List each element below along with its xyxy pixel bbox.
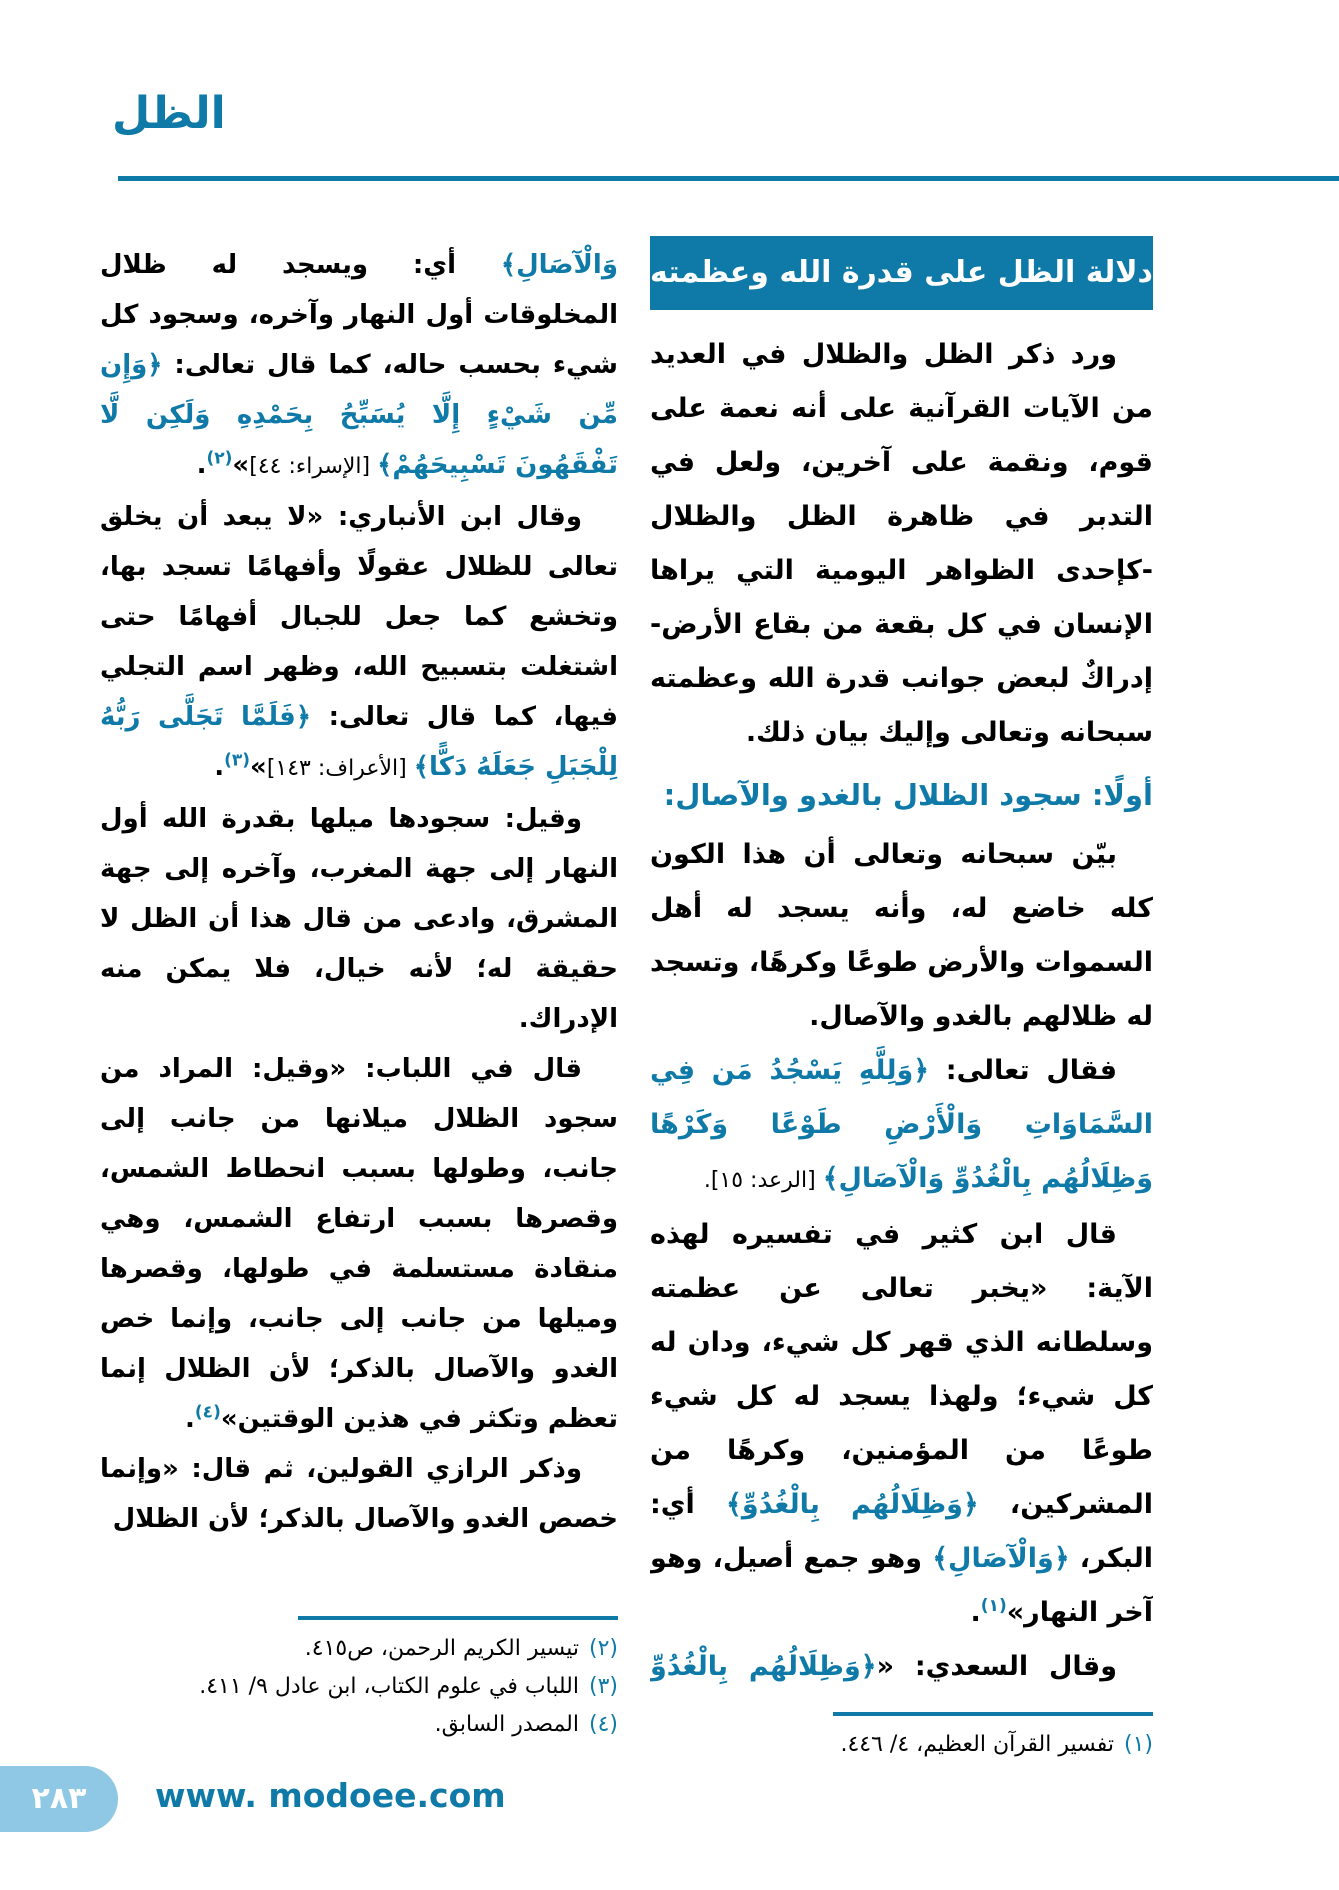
quran-verse: ﴿فَلَمَّا تَجَلَّى رَبُّهُ لِلْجَبَلِ جَعَلَهُ دَكًّا﴾: [100, 702, 618, 782]
paragraph: [650, 828, 1153, 1044]
quran-verse: ﴿وَظِلَالُهُم بِالْغُدُوِّ: [650, 1651, 877, 1682]
footnote-text: تفسير القرآن العظيم، ٤/ ٤٤٦.: [840, 1732, 1114, 1757]
left-footnote-list: [100, 1630, 618, 1744]
body-text: .: [214, 752, 225, 782]
paragraph: [650, 1044, 1153, 1208]
verse-reference: [الرعد: ١٥].: [703, 1168, 823, 1193]
left-column: [100, 240, 618, 1612]
right-column: [650, 236, 1153, 1706]
footnote: [100, 1630, 618, 1668]
body-text: وهو جمع أصيل، وهو آخر النهار»: [650, 1543, 1153, 1628]
body-text: .: [196, 450, 207, 480]
verse-reference: [الأعراف: ١٤٣]: [266, 756, 414, 781]
footnote-marker: (٣): [224, 750, 251, 771]
right-column-paragraphs: [650, 328, 1153, 1694]
page-number-badge: ٢٨٣: [0, 1766, 118, 1832]
footnote-text: تيسير الكريم الرحمن، ص٤١٥.: [304, 1636, 579, 1661]
website-link[interactable]: www. modoee.com: [155, 1776, 506, 1815]
footnote-separator: [298, 1616, 618, 1620]
quran-verse: وَالْآصَالِ﴾: [500, 250, 618, 280]
body-text: بيّن سبحانه وتعالى أن هذا الكون كله خاضع له، وأنه يسجد له أهل السموات والأرض طوعًا وكرهًا، وتسجد له ظلالهم بالغدو والآصال.: [650, 839, 1153, 1032]
footnote-marker: (١): [980, 1596, 1007, 1616]
left-column-paragraphs: [100, 240, 618, 1544]
left-footnotes: [100, 1616, 618, 1744]
body-text: أي: ويسجد له ظلال المخلوقات أول النهار وآخره، وسجود كل شيء بحسب حاله، كما قال تعالى:: [100, 250, 618, 380]
body-text: وقيل: سجودها ميلها بقدرة الله أول النهار إلى جهة المغرب، وآخره إلى جهة المشرق، وادعى من قال هذا أن الظل لا حقيقة له؛ لأنه خيال، فلا يمكن منه الإدراك.: [100, 804, 618, 1034]
paragraph: [650, 1208, 1153, 1640]
footnote-marker: (٢): [206, 448, 233, 469]
paragraph: [650, 328, 1153, 760]
paragraph: [100, 240, 618, 492]
paragraph: [100, 794, 618, 1044]
paragraph: [100, 492, 618, 794]
footnote-number: (٢): [588, 1636, 618, 1661]
quran-verse: ﴿وَالْآصَالِ﴾: [932, 1543, 1070, 1574]
footnote-text: اللباب في علوم الكتاب، ابن عادل ٩/ ٤١١.: [199, 1674, 579, 1699]
body-text: وذكر الرازي القولين، ثم قال: «وإنما خصص الغدو والآصال بالذكر؛ لأن الظلال: [100, 1454, 618, 1534]
body-text: وقال السعدي: «: [876, 1651, 1117, 1682]
page-title: الظل: [112, 88, 226, 139]
body-text: »: [250, 752, 267, 782]
footnote-number: (٤): [588, 1712, 618, 1737]
body-text: .: [185, 1404, 195, 1434]
right-footnotes: [650, 1712, 1153, 1764]
body-text: وقال ابن الأنباري: «لا يبعد أن يخلق تعالى للظلال عقولًا وأفهامًا تسجد بها، وتخشع كما جعل للجبال أفهامًا حتى اشتغلت بتسبيح الله، وظهر اسم التجلي فيها، كما قال تعالى:: [100, 502, 618, 732]
right-footnote-list: [650, 1726, 1153, 1764]
body-text: أي: البكر،: [650, 1489, 1153, 1574]
footnote: [100, 1706, 618, 1744]
body-text: ورد ذكر الظل والظلال في العديد من الآيات القرآنية على أنه نعمة على قوم، ونقمة على آخرين، ولعل في التدبر في ظاهرة الظل والظلال -كإحدى الظواهر اليومية التي يراها الإنسان في كل بقعة من بقاع الأرض- إدراكٌ لبعض جوانب قدرة الله وعظمته سبحانه وتعالى وإليك بيان ذلك.: [650, 339, 1153, 748]
footnote: [650, 1726, 1153, 1764]
body-text: قال ابن كثير في تفسيره لهذه الآية: «يخبر تعالى عن عظمته وسلطانه الذي قهر كل شيء، ودان له كل شيء؛ ولهذا يسجد له كل شيء طوعًا من المؤمنين، وكرهًا من المشركين،: [650, 1219, 1153, 1520]
section-subheading: [650, 768, 1153, 822]
paragraph: [100, 1044, 618, 1444]
section-banner: دلالة الظل على قدرة الله وعظمته: [650, 236, 1153, 310]
footnote-number: (١): [1123, 1732, 1153, 1757]
footnote-number: (٣): [588, 1674, 618, 1699]
quran-verse: ﴿وَلِلَّهِ يَسْجُدُ مَن فِي السَّمَاوَاتِ وَالْأَرْضِ طَوْعًا وَكَرْهًا وَظِلَالُهُم بِالْغُدُوِّ وَالْآصَالِ﴾: [650, 1055, 1153, 1194]
paragraph: [100, 1444, 618, 1544]
quran-verse: ﴿وَظِلَالُهُم بِالْغُدُوِّ﴾: [726, 1489, 979, 1520]
body-text: قال في اللباب: «وقيل: المراد من سجود الظلال ميلانها من جانب إلى جانب، وطولها بسبب انحطاط الشمس، وقصرها بسبب ارتفاع الشمس، وهي منقادة مستسلمة في طولها، وقصرها وميلها من جانب إلى جانب، وإنما خص الغدو والآصال بالذكر؛ لأن الظلال إنما تعظم وتكثر في هذين الوقتين»: [100, 1054, 618, 1434]
body-text: أولًا: سجود الظلال بالغدو والآصال:: [663, 778, 1153, 812]
verse-reference: [الإسراء: ٤٤]: [249, 454, 378, 479]
body-text: »: [232, 450, 250, 480]
header-rule: [118, 176, 1339, 181]
body-text: فقال تعالى:: [929, 1055, 1118, 1086]
footnote-marker: (٤): [194, 1402, 221, 1423]
footnote-text: المصدر السابق.: [434, 1712, 579, 1737]
quran-verse: ﴿وَإِن مِّن شَيْءٍ إِلَّا يُسَبِّحُ بِحَمْدِهِ وَلَكِن لَّا تَفْقَهُونَ تَسْبِيحَهُمْ﴾: [100, 350, 618, 480]
body-text: .: [970, 1597, 981, 1628]
paragraph: [650, 1640, 1153, 1694]
footnote: [100, 1668, 618, 1706]
footnote-separator: [833, 1712, 1153, 1716]
